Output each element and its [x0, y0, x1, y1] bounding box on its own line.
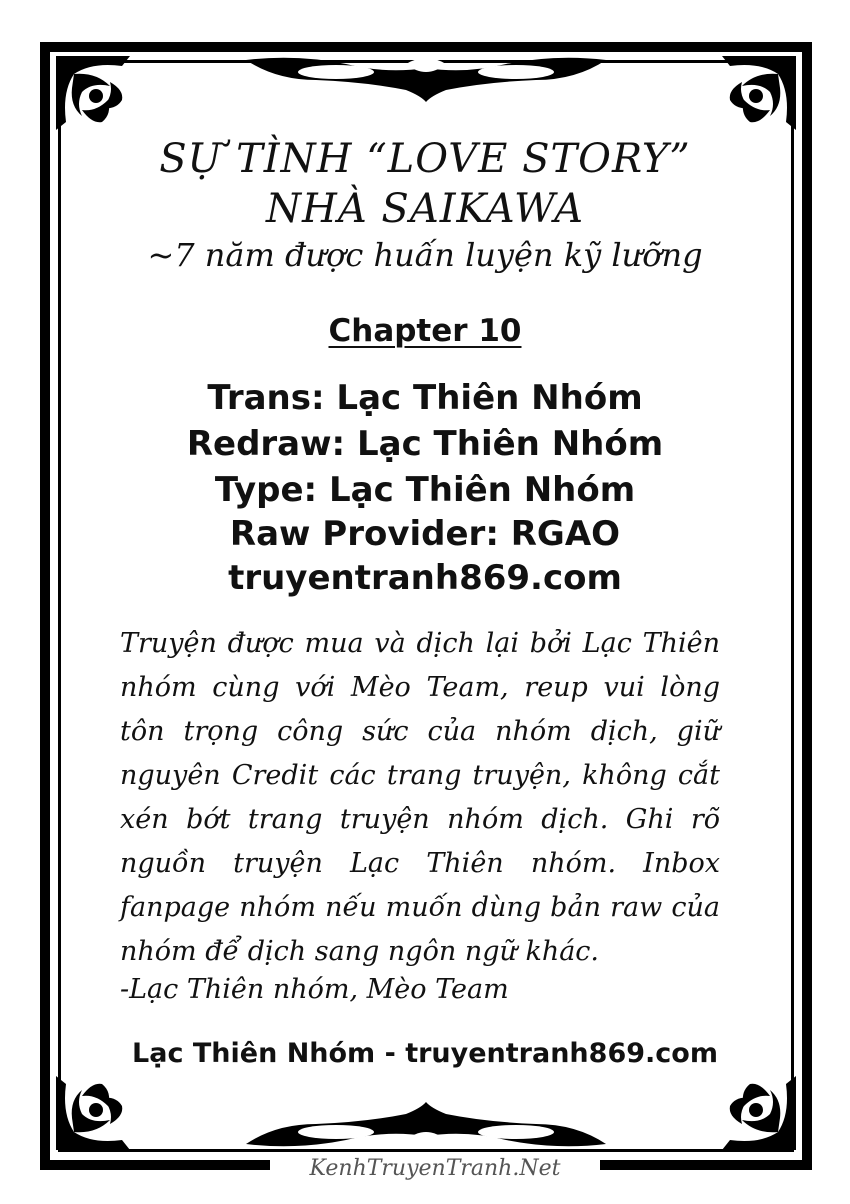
- ornamental-border-icon: [236, 50, 616, 106]
- ornamental-corner-icon: [52, 1072, 134, 1154]
- ornamental-corner-icon: [52, 52, 134, 134]
- story-title-line-1: SỰ TÌNH “LOVE STORY”: [159, 136, 691, 182]
- chapter-heading: [0, 313, 850, 349]
- notice-paragraph: [120, 622, 720, 974]
- notice-text: Truyện được mua và dịch lại bởi Lạc Thiên nhóm cùng với Mèo Team, reup vui lòng tôn trọng công sức của nhóm dịch, giữ nguyên Credit các trang truyện, không cắt xén bớt trang truyện nhóm dịch. Ghi rõ nguồn truyện Lạc Thiên nhóm. Inbox fanpage nhóm nếu muốn dùng bản raw của nhóm để dịch sang ngôn ngữ khác.: [120, 628, 720, 967]
- watermark: KenhTruyenTranh.Net: [270, 1156, 600, 1181]
- ornamental-corner-icon: [718, 52, 800, 134]
- credit-trans: Trans: Lạc Thiên Nhóm: [207, 378, 643, 418]
- credit-site: truyentranh869.com: [228, 558, 622, 598]
- chapter-label: Chapter 10: [328, 313, 522, 349]
- credit-type: Type: Lạc Thiên Nhóm: [214, 470, 636, 510]
- credit-raw-provider: Raw Provider: RGAO: [229, 514, 621, 554]
- ornamental-corner-icon: [718, 1072, 800, 1154]
- notice-signoff: -Lạc Thiên nhóm, Mèo Team: [120, 974, 509, 1005]
- credit-redraw: Redraw: Lạc Thiên Nhóm: [186, 424, 664, 464]
- story-subtitle: ~7 năm được huấn luyện kỹ lưỡng: [147, 236, 703, 274]
- ornamental-border-icon: [236, 1098, 616, 1154]
- story-title-line-2: NHÀ SAIKAWA: [265, 186, 585, 232]
- footer-credit: Lạc Thiên Nhóm - truyentranh869.com: [132, 1038, 718, 1069]
